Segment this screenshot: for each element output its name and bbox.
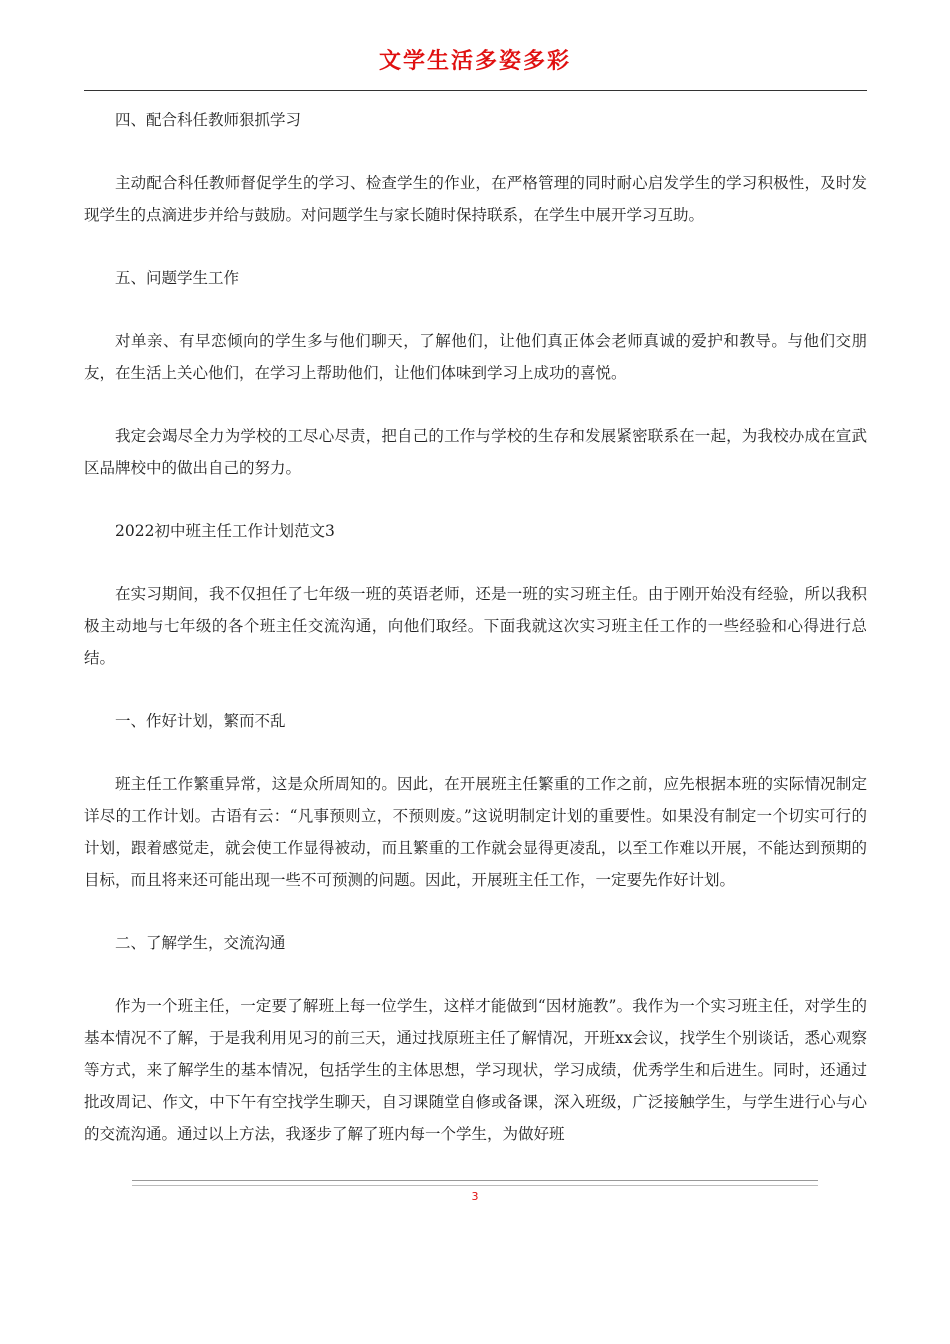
footer-divider [132,1180,818,1186]
body-paragraph: 班主任工作繁重异常，这是众所周知的。因此，在开展班主任繁重的工作之前，应先根据本班的实际情况制定详尽的工作计划。古语有云：“凡事预则立，不预则废。”这说明制定计划的重要性。如果没有制定一个切实可行的计划，跟着感觉走，就会使工作显得被动，而且繁重的工作就会显得更凌乱，以至工作难以开展，不能达到预期的目标，而且将来还可能出现一些不可预测的问题。因此，开展班主任工作，一定要先作好计划。 [84,775,867,889]
body-paragraph: 在实习期间，我不仅担任了七年级一班的英语老师，还是一班的实习班主任。由于刚开始没有经验，所以我积极主动地与七年级的各个班主任交流沟通，向他们取经。下面我就这次实习班主任工作的一些经验和心得进行总结。 [84,585,867,667]
header-divider [84,90,867,91]
body-paragraph: 主动配合科任教师督促学生的学习、检查学生的作业，在严格管理的同时耐心启发学生的学习积极性，及时发现学生的点滴进步并给与鼓励。对问题学生与家长随时保持联系，在学生中展开学习互助。 [84,174,867,224]
page-title: 文学生活多姿多彩 [378,49,571,74]
body-paragraph: 作为一个班主任，一定要了解班上每一位学生，这样才能做到“因材施教”。我作为一个实习班主任，对学生的基本情况不了解，于是我利用见习的前三天，通过找原班主任了解情况，开班xx会议，找学生个别谈话，悉心观察等方式，来了解学生的基本情况，包括学生的主体思想，学习现状，学习成绩，优秀学生和后进生。同时，还通过批改周记、作文，中下午有空找学生聊天，自习课随堂自修或备课，深入班级，广泛接触学生，与学生进行心与心的交流沟通。通过以上方法，我逐步了解了班内每一个学生，为做好班 [84,997,867,1143]
section-heading: 四、配合科任教师狠抓学习 [115,111,302,129]
document-body [84,104,867,1181]
body-paragraph: 对单亲、有早恋倾向的学生多与他们聊天，了解他们，让他们真正体会老师真诚的爱护和教导。与他们交朋友，在生活上关心他们，在学习上帮助他们，让他们体味到学习上成功的喜悦。 [84,332,867,382]
page-number: 3 [471,1190,479,1203]
section-heading: 五、问题学生工作 [115,269,240,287]
body-paragraph: 我定会竭尽全力为学校的工尽心尽责，把自己的工作与学校的生存和发展紧密联系在一起，为我校办成在宣武区品牌校中的做出自己的努力。 [84,427,867,477]
section-heading: 二、了解学生，交流沟通 [115,934,286,952]
document-subtitle: 2022初中班主任工作计划范文3 [115,522,335,540]
section-heading: 一、作好计划，繁而不乱 [115,712,286,730]
